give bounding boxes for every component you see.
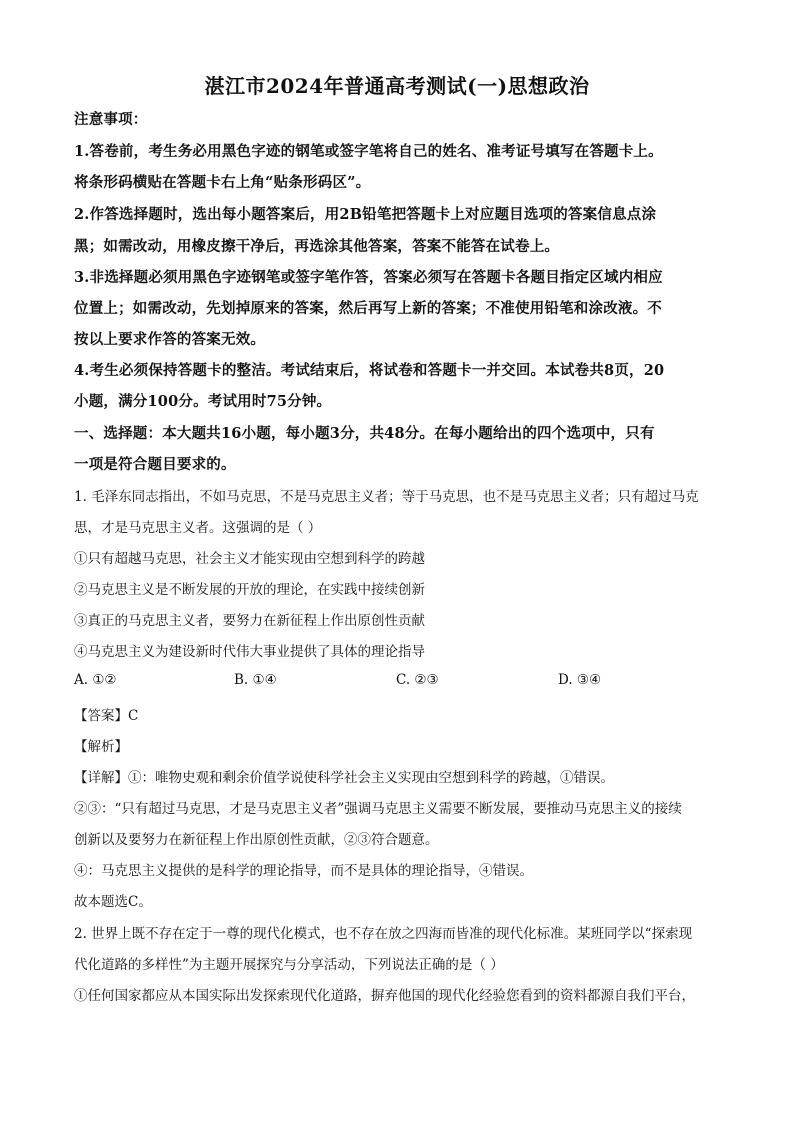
q2-stem: 代化道路的多样性”为主题开展探究与分享活动，下列说法正确的是（ ） bbox=[74, 957, 504, 973]
q1-item: ③真正的马克思主义者，要努力在新征程上作出原创性贡献 bbox=[74, 613, 425, 629]
notice-heading: 注意事项： bbox=[74, 111, 148, 128]
notice-line: 1.答卷前，考生务必用黑色字迹的钢笔或签字笔将自己的姓名、准考证号填写在答题卡上。 bbox=[74, 143, 663, 160]
notice-line: 4.考生必须保持答题卡的整洁。考试结束后，将试卷和答题卡一并交回。本试卷共8页，20 bbox=[74, 362, 665, 379]
q1-analysis-line: ④：马克思主义提供的是科学的理论指导，而不是具体的理论指导，④错误。 bbox=[74, 863, 533, 879]
q1-option-d: D. ③④ bbox=[558, 672, 602, 688]
q1-option-b: B. ①④ bbox=[234, 672, 277, 688]
notice-line: 黑；如需改动，用橡皮擦干净后，再选涂其他答案，答案不能答在试卷上。 bbox=[74, 238, 560, 255]
q1-stem: 1. 毛泽东同志指出，不如马克思，不是马克思主义者；等于马克思，也不是马克思主义者；只有超过马克 bbox=[74, 489, 699, 505]
q1-option-c: C. ②③ bbox=[396, 672, 439, 688]
q1-analysis-line: 创新以及要努力在新征程上作出原创性贡献，②③符合题意。 bbox=[74, 832, 439, 848]
q1-option-a: A. ①② bbox=[74, 672, 117, 688]
notice-line: 小题，满分100分。考试用时75分钟。 bbox=[74, 393, 332, 410]
q2-item: ①任何国家都应从本国实际出发探索现代化道路，摒弃他国的现代化经验您看到的资料都源自我们平台， bbox=[74, 988, 695, 1004]
section-heading: 一项是符合题目要求的。 bbox=[74, 456, 236, 473]
q1-analysis-line: 故本题选C。 bbox=[74, 894, 152, 910]
page-title: 湛江市2024年普通高考测试(一)思想政治 bbox=[204, 74, 590, 98]
q1-item: ④马克思主义为建设新时代伟大事业提供了具体的理论指导 bbox=[74, 644, 425, 660]
q1-analysis-line: 【详解】①：唯物史观和剩余价值学说使科学社会主义实现由空想到科学的跨越，①错误。 bbox=[74, 770, 614, 786]
q1-analysis-line: ②③：“只有超过马克思，才是马克思主义者”强调马克思主义需要不断发展，要推动马克思主义的接续 bbox=[74, 801, 682, 817]
q1-stem: 思，才是马克思主义者。这强调的是（ ） bbox=[74, 520, 322, 536]
notice-line: 位置上；如需改动，先划掉原来的答案，然后再写上新的答案；不准使用铅笔和涂改液。不 bbox=[74, 300, 662, 317]
q1-item: ②马克思主义是不断发展的开放的理论，在实践中接续创新 bbox=[74, 582, 425, 598]
notice-line: 按以上要求作答的答案无效。 bbox=[74, 331, 266, 348]
q1-answer: 【答案】C bbox=[74, 708, 139, 724]
section-heading: 一、选择题：本大题共16小题，每小题3分，共48分。在每小题给出的四个选项中，只有 bbox=[74, 425, 655, 442]
notice-line: 3.非选择题必须用黑色字迹钢笔或签字笔作答，答案必须写在答题卡各题目指定区域内相应 bbox=[74, 269, 663, 286]
q1-item: ①只有超越马克思，社会主义才能实现由空想到科学的跨越 bbox=[74, 551, 425, 567]
q1-analysis-heading: 【解析】 bbox=[74, 739, 128, 755]
notice-line: 将条形码横贴在答题卡右上角“贴条形码区”。 bbox=[74, 174, 371, 191]
q2-stem: 2. 世界上既不存在定于一尊的现代化模式，也不存在放之四海而皆准的现代化标准。某班同学以“探索现 bbox=[74, 926, 693, 942]
notice-line: 2.作答选择题时，选出每小题答案后，用2B铅笔把答题卡上对应题目选项的答案信息点涂 bbox=[74, 206, 657, 223]
